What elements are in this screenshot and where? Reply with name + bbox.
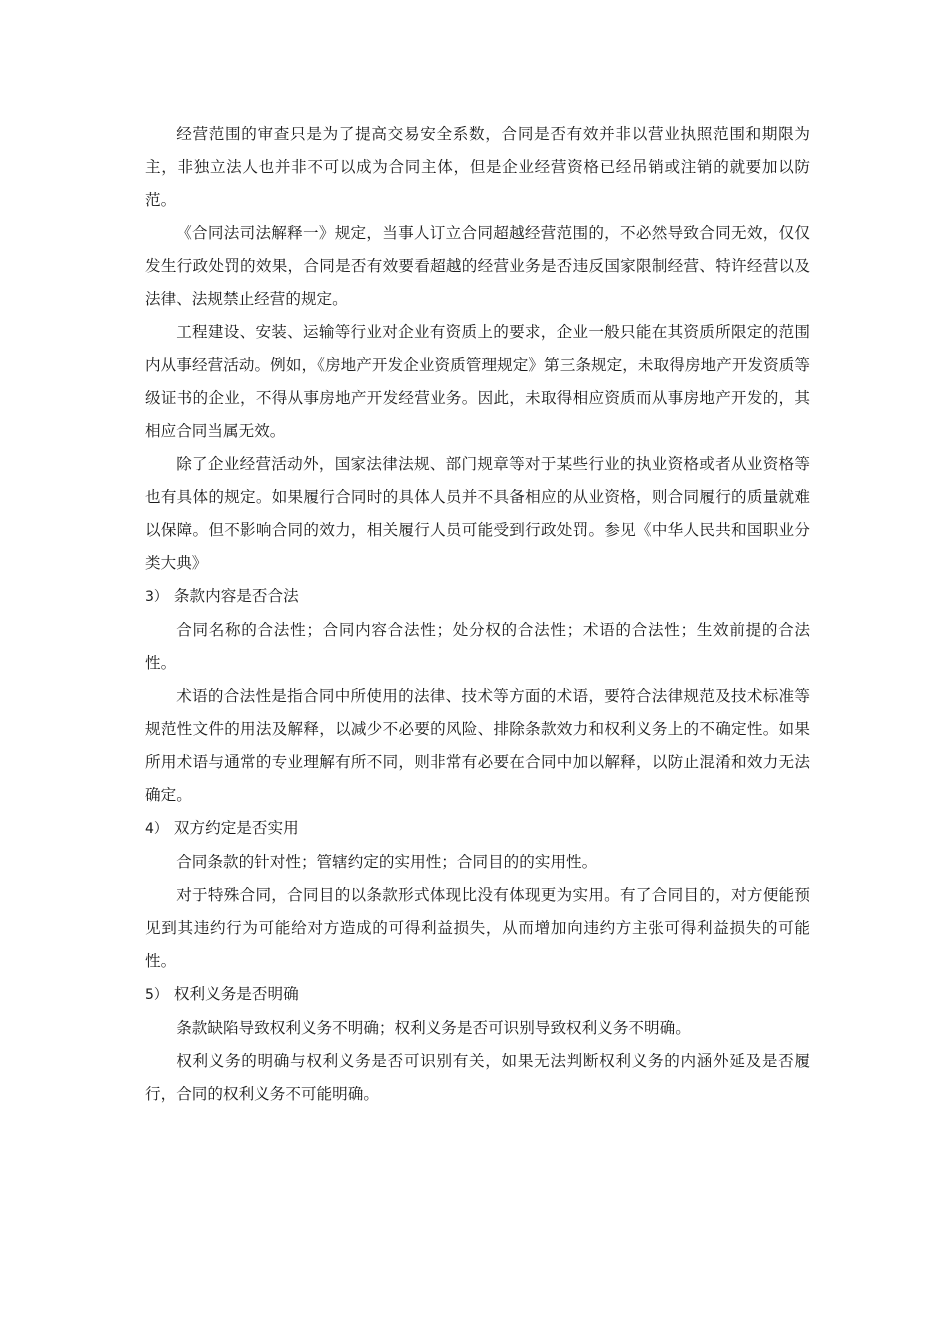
section-number: 5） (145, 987, 168, 1003)
document-page (145, 118, 810, 1111)
section-title: 权利义务是否明确 (173, 985, 299, 1003)
paragraph: 经营范围的审查只是为了提高交易安全系数，合同是否有效并非以营业执照范围和期限为主，非独立法人也并非不可以成为合同主体，但是企业经营资格已经吊销或注销的就要加以防范。 (145, 125, 810, 209)
section-title: 双方约定是否实用 (173, 819, 299, 837)
section-heading-3 (145, 580, 810, 614)
section-number: 4） (145, 821, 168, 837)
paragraph: 合同名称的合法性；合同内容合法性；处分权的合法性；术语的合法性；生效前提的合法性。 (145, 621, 810, 672)
paragraph: 术语的合法性是指合同中所使用的法律、技术等方面的术语，要符合法律规范及技术标准等规范性文件的用法及解释，以减少不必要的风险、排除条款效力和权利义务上的不确定性。如果所用术语与通常的专业理解有所不同，则非常有必要在合同中加以解释，以防止混淆和效力无法确定。 (145, 687, 810, 804)
paragraph: 除了企业经营活动外，国家法律法规、部门规章等对于某些行业的执业资格或者从业资格等也有具体的规定。如果履行合同时的具体人员并不具备相应的从业资格，则合同履行的质量就难以保障。但不影响合同的效力，相关履行人员可能受到行政处罚。参见《中华人民共和国职业分类大典》 (145, 455, 810, 572)
paragraph: 《合同法司法解释一》规定，当事人订立合同超越经营范围的，不必然导致合同无效，仅仅发生行政处罚的效果，合同是否有效要看超越的经营业务是否违反国家限制经营、特许经营以及法律、法规禁止经营的规定。 (145, 224, 810, 308)
paragraph: 条款缺陷导致权利义务不明确；权利义务是否可识别导致权利义务不明确。 (176, 1019, 691, 1037)
paragraph: 对于特殊合同，合同目的以条款形式体现比没有体现更为实用。有了合同目的，对方便能预见到其违约行为可能给对方造成的可得利益损失，从而增加向违约方主张可得利益损失的可能性。 (145, 886, 810, 970)
paragraph: 权利义务的明确与权利义务是否可识别有关，如果无法判断权利义务的内涵外延及是否履行，合同的权利义务不可能明确。 (145, 1052, 810, 1103)
section-heading-4 (145, 812, 810, 846)
section-number: 3） (145, 589, 168, 605)
paragraph: 工程建设、安装、运输等行业对企业有资质上的要求，企业一般只能在其资质所限定的范围内从事经营活动。例如，《房地产开发企业资质管理规定》第三条规定，未取得房地产开发资质等级证书的企业，不得从事房地产开发经营业务。因此，未取得相应资质而从事房地产开发的，其相应合同当属无效。 (145, 323, 810, 440)
section-title: 条款内容是否合法 (173, 587, 299, 605)
paragraph: 合同条款的针对性；管辖约定的实用性；合同目的的实用性。 (176, 853, 598, 871)
section-heading-5 (145, 978, 810, 1012)
